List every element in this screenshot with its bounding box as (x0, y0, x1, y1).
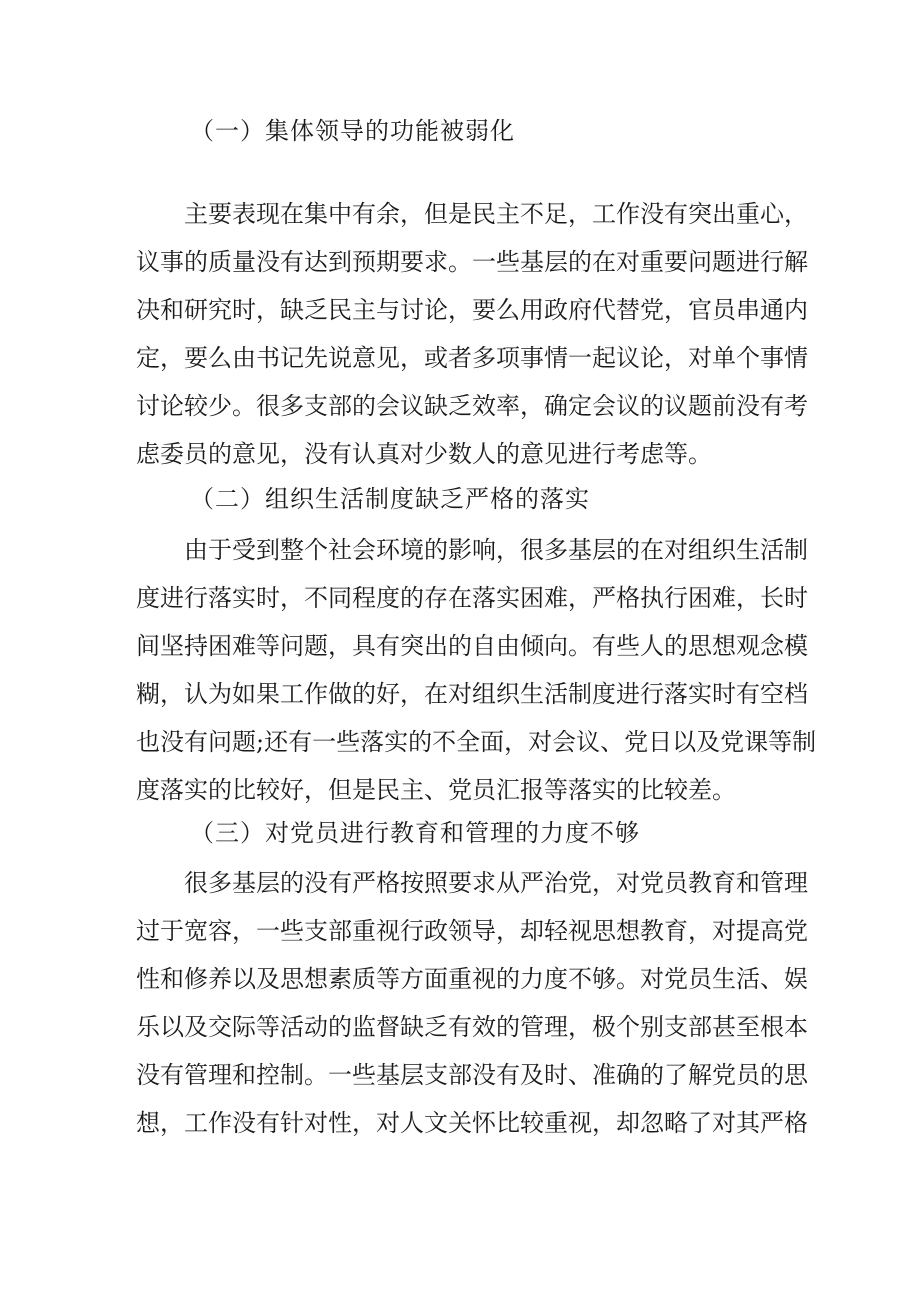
paragraph-line: 间坚持困难等问题，具有突出的自由倾向。有些人的思想观念模 (136, 632, 808, 660)
paragraph-line: 糊，认为如果工作做的好，在对组织生活制度进行落实时有空档 (136, 680, 808, 708)
section-paragraph-1 (136, 190, 808, 478)
paragraph-line: 主要表现在集中有余，但是民主不足，工作没有突出重心， (184, 200, 808, 228)
paragraph-line: 度落实的比较好，但是民主、党员汇报等落实的比较差。 (136, 776, 736, 804)
paragraph-line: 定，要么由书记先说意见，或者多项事情一起议论，对单个事情 (136, 344, 808, 372)
paragraph-line: 想，工作没有针对性，对人文关怀比较重视，却忽略了对其严格 (136, 1109, 808, 1137)
section-paragraph-2 (136, 526, 817, 814)
paragraph-line: 讨论较少。很多支部的会议缺乏效率，确定会议的议题前没有考 (136, 392, 808, 420)
paragraph-line: 决和研究时，缺乏民主与讨论，要么用政府代替党，官员串通内 (136, 296, 808, 324)
paragraph-line: 很多基层的没有严格按照要求从严治党，对党员教育和管理 (184, 869, 808, 897)
section-paragraph-3 (136, 859, 808, 1147)
paragraph-line: 也没有问题;还有一些落实的不全面，对会议、党日以及党课等制 (136, 728, 817, 756)
paragraph-line: 虑委员的意见，没有认真对少数人的意见进行考虑等。 (136, 440, 712, 468)
paragraph-line: 度进行落实时，不同程度的存在落实困难，严格执行困难，长时 (136, 584, 808, 612)
section-heading-1: （一）集体领导的功能被弱化 (190, 117, 515, 145)
section-heading-2: （二）组织生活制度缺乏严格的落实 (190, 485, 590, 513)
section-heading-3: （三）对党员进行教育和管理的力度不够 (190, 819, 640, 847)
paragraph-line: 由于受到整个社会环境的影响，很多基层的在对组织生活制 (184, 536, 808, 564)
paragraph-line: 乐以及交际等活动的监督缺乏有效的管理，极个别支部甚至根本 (136, 1013, 808, 1041)
paragraph-line: 议事的质量没有达到预期要求。一些基层的在对重要问题进行解 (136, 248, 808, 276)
paragraph-line: 过于宽容，一些支部重视行政领导，却轻视思想教育，对提高党 (136, 917, 808, 945)
paragraph-line: 没有管理和控制。一些基层支部没有及时、准确的了解党员的思 (136, 1061, 808, 1089)
paragraph-line: 性和修养以及思想素质等方面重视的力度不够。对党员生活、娱 (136, 965, 808, 993)
